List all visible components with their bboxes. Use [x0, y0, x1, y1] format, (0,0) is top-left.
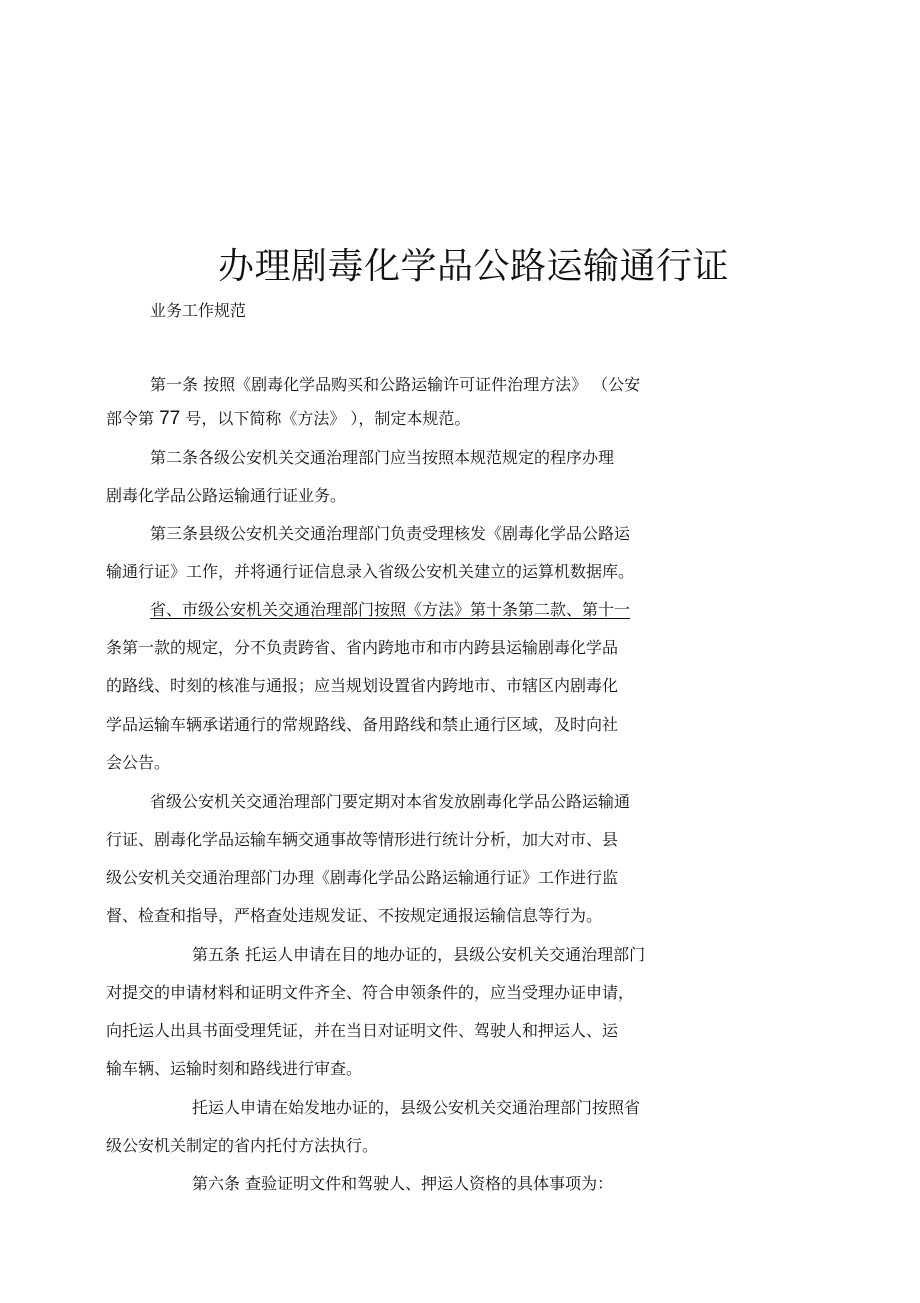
- document-subtitle: 业务工作规范: [150, 301, 247, 320]
- paragraph-line: 第二条各级公安机关交通治理部门应当按照本规范规定的程序办理: [150, 448, 615, 467]
- paragraph-line: 托运人申请在始发地办证的，县级公安机关交通治理部门按照省: [192, 1098, 641, 1117]
- paragraph-line: 剧毒化学品公路运输通行证业务。: [106, 486, 347, 505]
- paragraph-line: 第六条 查验证明文件和驾驶人、押运人资格的具体事项为：: [192, 1174, 614, 1193]
- text-fragment: 号，以下简称《方法》 ），制定本规范。: [185, 409, 471, 428]
- paragraph-line: 对提交的申请材料和证明文件齐全、符合申领条件的，应当受理办证申请，: [106, 983, 635, 1002]
- paragraph-line: 省、市级公安机关交通治理部门按照《方法》第十条第二款、第十一: [150, 600, 631, 619]
- paragraph-line: 第五条 托运人申请在目的地办证的，县级公安机关交通治理部门: [192, 945, 646, 964]
- paragraph-line: 级公安机关交通治理部门办理《剧毒化学品公路运输通行证》工作进行监: [106, 868, 619, 887]
- text-fragment: 部令第: [106, 409, 155, 428]
- paragraph-line: 向托运人出具书面受理凭证，并在当日对证明文件、驾驶人和押运人、运: [106, 1021, 619, 1040]
- paragraph-line: 输通行证》工作，并将通行证信息录入省级公安机关建立的运算机数据库。: [106, 562, 635, 581]
- paragraph-line: 第一条 按照《剧毒化学品购买和公路运输许可证件治理方法》 （公安: [150, 375, 641, 394]
- paragraph-line: 会公告。: [106, 753, 171, 772]
- paragraph-line: 条第一款的规定，分不负责跨省、省内跨地市和市内跨县运输剧毒化学品: [106, 638, 619, 657]
- paragraph-line: 行证、剧毒化学品运输车辆交通事故等情形进行统计分析，加大对市、县: [106, 830, 619, 849]
- paragraph-line: 督、检查和指导，严格查处违规发证、不按规定通报运输信息等行为。: [106, 906, 603, 925]
- order-number: 77: [159, 408, 181, 429]
- paragraph-line: 第三条县级公安机关交通治理部门负责受理核发《剧毒化学品公路运: [150, 524, 631, 543]
- paragraph-line: 省级公安机关交通治理部门要定期对本省发放剧毒化学品公路运输通: [150, 792, 631, 811]
- paragraph-line: [106, 409, 470, 429]
- paragraph-line: 级公安机关制定的省内托付方法执行。: [106, 1136, 379, 1155]
- paragraph-line: 输车辆、运输时刻和路线进行审查。: [106, 1059, 363, 1078]
- paragraph-line: 的路线、时刻的核准与通报；应当规划设置省内跨地市、市辖区内剧毒化: [106, 676, 619, 695]
- document-title: 办理剧毒化学品公路运输通行证: [218, 246, 730, 287]
- paragraph-line: 学品运输车辆承诺通行的常规路线、备用路线和禁止通行区域，及时向社: [106, 715, 619, 734]
